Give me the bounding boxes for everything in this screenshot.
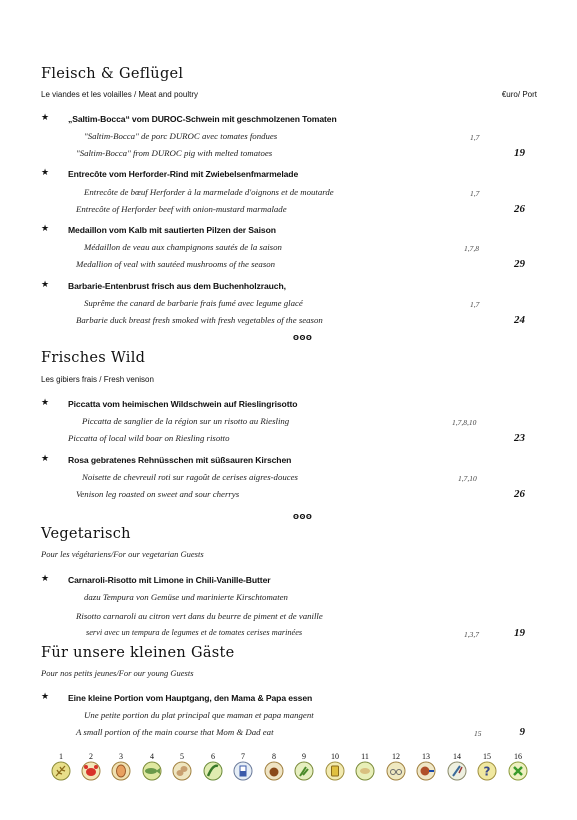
section-title-kids: Für unsere kleinen Gäste (41, 645, 235, 661)
allergen-number: 13 (422, 752, 430, 761)
allergen-8 (263, 752, 285, 781)
dish-name: Piccatta vom heimischen Wildschwein auf Rieslingrisotto (68, 399, 298, 409)
section-subtitle-kids: Pour nos petits jeunes/For our young Guests (41, 668, 194, 678)
allergen-codes: 1,7 (470, 300, 480, 309)
wheat-icon (51, 761, 71, 781)
dish-name: Rosa gebratenes Rehnüsschen mit süßsauren Kirschen (68, 455, 292, 465)
allergen-codes: 1,7,8,10 (452, 418, 477, 427)
milk-icon (233, 761, 253, 781)
dish-price: 26 (514, 203, 525, 215)
dish-price: 29 (514, 258, 525, 270)
allergen-number: 15 (483, 752, 491, 761)
dish-english: Barbarie duck breast fresh smoked with fresh vegetables of the season (76, 315, 323, 325)
allergen-11 (354, 752, 376, 781)
allergen-number: 1 (59, 752, 63, 761)
allergen-codes: 15 (474, 729, 482, 738)
allergen-codes: 1,7 (470, 189, 480, 198)
dish-french: "Saltim-Bocca" de porc DUROC avec tomates fondues (84, 131, 278, 141)
allergen-number: 6 (211, 752, 215, 761)
section-title-wild: Frisches Wild (41, 350, 146, 366)
egg-icon (111, 761, 131, 781)
allergen-number: 14 (453, 752, 461, 761)
cross-icon (508, 761, 528, 781)
nut-icon (264, 761, 284, 781)
allergen-codes: 1,7 (470, 133, 480, 142)
dish-price: 9 (519, 726, 525, 738)
celery-icon (294, 761, 314, 781)
allergen-12 (385, 752, 407, 781)
allergen-codes: 1,7,8 (464, 244, 479, 253)
section-subtitle-wild: Les gibiers frais / Fresh venison (41, 375, 154, 384)
crab-icon (81, 761, 101, 781)
dish-price: 23 (514, 432, 525, 444)
fish-icon (142, 761, 162, 781)
sesame-icon (355, 761, 375, 781)
sulphite-icon (386, 761, 406, 781)
star-icon: ★ (41, 224, 50, 234)
allergen-number: 3 (119, 752, 123, 761)
allergen-number: 2 (89, 752, 93, 761)
allergen-16 (507, 752, 529, 781)
allergen-4 (141, 752, 163, 781)
allergen-number: 16 (514, 752, 522, 761)
allergen-number: 10 (331, 752, 339, 761)
allergen-codes: 1,3,7 (464, 630, 479, 639)
dish-price: 19 (514, 627, 525, 639)
dish-name: Medaillon vom Kalb mit sautierten Pilzen der Saison (68, 225, 276, 235)
allergen-10 (324, 752, 346, 781)
mollusc-icon (447, 761, 467, 781)
price-header: €uro/ Port (501, 90, 537, 99)
allergen-number: 5 (180, 752, 184, 761)
ornament-divider: ʘʘʘ (293, 334, 313, 342)
peanut-icon (172, 761, 192, 781)
dish-french: Entrecôte de bœuf Herforder à la marmelade d'oignons et de moutarde (84, 187, 334, 197)
star-icon: ★ (41, 574, 50, 584)
star-icon: ★ (41, 692, 50, 702)
dish-french: Risotto carnaroli au citron vert dans du beurre de piment et de vanille (76, 611, 323, 621)
allergen-number: 4 (150, 752, 154, 761)
dish-name: Carnaroli-Risotto mit Limone in Chili-Vanille-Butter (68, 575, 271, 585)
section-subtitle-veg: Pour les végétariens/For our vegetarian Guests (41, 549, 204, 559)
dish-english: A small portion of the main course that Mom & Dad eat (76, 727, 274, 737)
dish-french: Piccatta de sanglier de la région sur un risotto au Riesling (82, 416, 290, 426)
allergen-15 (476, 752, 498, 781)
section-title-fleisch: Fleisch & Geflügel (41, 66, 184, 82)
svg-text:?: ? (483, 764, 491, 779)
dish-name: Eine kleine Portion vom Hauptgang, den Mama & Papa essen (68, 693, 313, 703)
dish-name: „Saltim-Bocca“ vom DUROC-Schwein mit geschmolzenen Tomaten (68, 114, 337, 124)
allergen-9 (293, 752, 315, 781)
star-icon: ★ (41, 113, 50, 123)
star-icon: ★ (41, 454, 50, 464)
mustard-icon (325, 761, 345, 781)
dish-french: Suprême the canard de barbarie frais fumé avec legume glacé (84, 298, 303, 308)
allergen-legend (50, 752, 530, 786)
section-title-veg: Vegetarisch (41, 526, 131, 542)
allergen-2 (80, 752, 102, 781)
section-subtitle-fleisch: Le viandes et les volailles / Meat and poultry (41, 90, 198, 99)
star-icon: ★ (41, 168, 50, 178)
allergen-1 (50, 752, 72, 781)
dish-french-extra: servi avec un tempura de legumes et de tomates cerises marinées (86, 628, 303, 637)
allergen-7 (232, 752, 254, 781)
allergen-6 (202, 752, 224, 781)
allergen-number: 7 (241, 752, 245, 761)
dish-name: Entrecôte vom Herforder-Rind mit Zwiebelsenfmarmelade (68, 169, 299, 179)
allergen-number: 9 (302, 752, 306, 761)
dish-english: Entrecôte of Herforder beef with onion-mustard marmalade (76, 204, 287, 214)
dish-english: "Saltim-Bocca" from DUROC pig with melted tomatoes (76, 148, 273, 158)
dish-german-extra: dazu Tempura von Gemüse und marinierte Kirschtomaten (84, 592, 288, 602)
dish-english: Medallion of veal with sautéed mushrooms of the season (76, 259, 276, 269)
dish-english: Piccatta of local wild boar on Riesling risotto (68, 433, 230, 443)
allergen-number: 8 (272, 752, 276, 761)
allergen-number: 12 (392, 752, 400, 761)
dish-english: Venison leg roasted on sweet and sour cherrys (76, 489, 240, 499)
star-icon: ★ (41, 398, 50, 408)
dish-price: 24 (514, 314, 525, 326)
dish-name: Barbarie-Entenbrust frisch aus dem Buchenholzrauch, (68, 281, 286, 291)
allergen-5 (171, 752, 193, 781)
allergen-13 (415, 752, 437, 781)
allergen-codes: 1,7,10 (458, 474, 477, 483)
star-icon: ★ (41, 280, 50, 290)
allergen-number: 11 (361, 752, 369, 761)
ornament-divider: ʘʘʘ (293, 513, 313, 521)
dish-price: 26 (514, 488, 525, 500)
lupin-icon (416, 761, 436, 781)
dish-french: Médaillon de veau aux champignons sautés de la saison (84, 242, 282, 252)
dish-price: 19 (514, 147, 525, 159)
allergen-14 (446, 752, 468, 781)
dish-french: Noisette de chevreuil roti sur ragoût de cerises aigres-douces (82, 472, 298, 482)
question-icon (477, 761, 497, 781)
dish-french: Une petite portion du plat principal que maman et papa mangent (84, 710, 314, 720)
soy-icon (203, 761, 223, 781)
allergen-3 (110, 752, 132, 781)
